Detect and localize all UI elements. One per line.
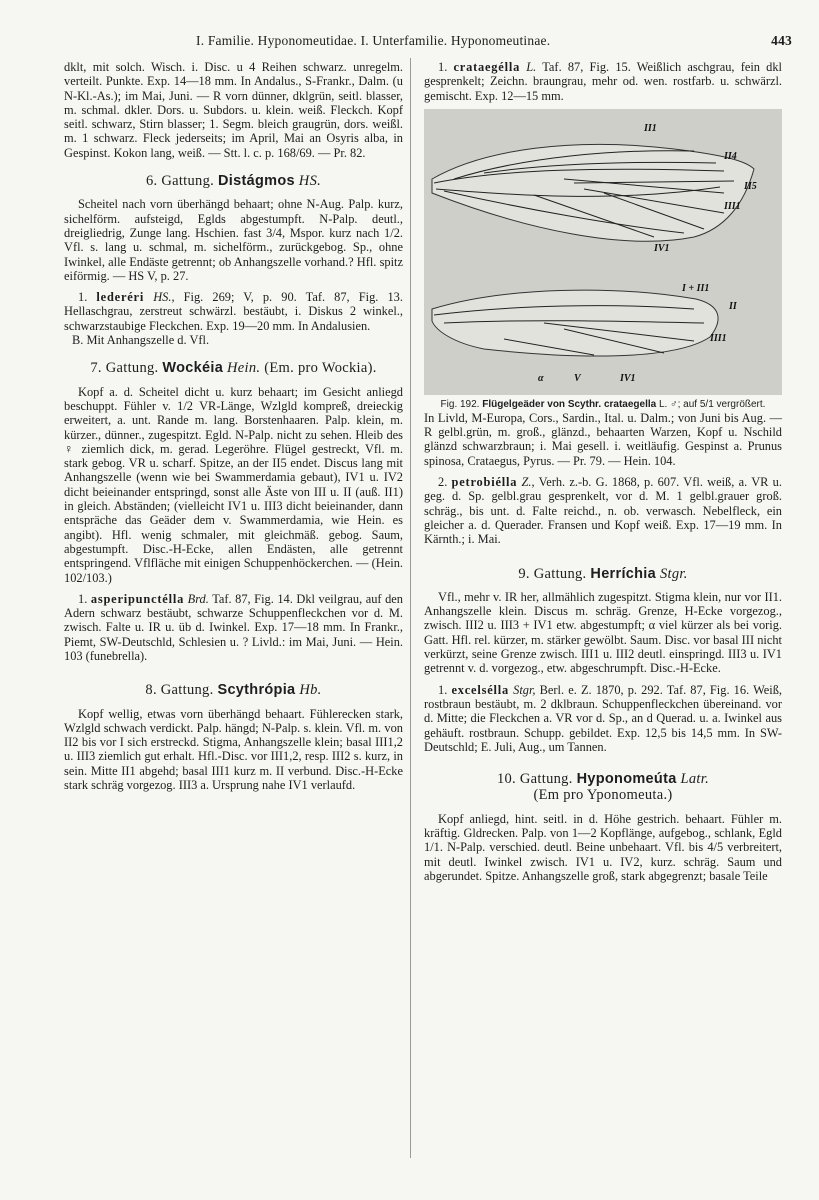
- genus-heading-10-sub: (Em pro Yponomeuta.): [533, 787, 673, 804]
- species-entry: 1. asperipunctélla Brd. Taf. 87, Fig. 14. Dkl veilgrau, auf den Adern schwarz bestäubt, schwarze Schuppenfleckchen vor d. M. zwisch. Falte u. IR u. üb d. Iwinkel. Exp. 17—18 mm. In Frankr., Piemt, SW-Deutschld, Schlesien u. ? Livld.: im Mai, Juni. — Hein. 103 (funebrella).: [64, 591, 403, 663]
- species-name: lederéri: [96, 290, 145, 305]
- genus-description: Kopf anliegd, hint. seitl. in d. Höhe gestrich. behaart. Fühler m. kräftig. Gldrecken. Palp. von 1—2 Kopflänge, aufgebog., schlank, Egld 1/1. N-Palp. verschied. deutl. Beine unbehaart. Vfl. bis 4/5 verbreitert, mit deutl. Iwinkel zwisch. IV1 u. IV2, kurz. schräg. Saum und abgerundet. Spitze. Anhangszelle groß, stark abgegrenzt; basale Teile: [424, 811, 782, 883]
- vein-label: II1: [644, 122, 657, 134]
- vein-label: II5: [744, 180, 757, 192]
- genus-heading-10: 10. Gattung. Hyponomeúta Latr.: [496, 771, 710, 788]
- hindwing: [432, 290, 718, 356]
- genus-description: Kopf wellig, etwas vorn überhängd behaart. Fühlerecken stark, Wzlgld schwach verdickt. Palp. hängd; N-Palp. s. klein. Vfl. m. von II2 bis vor I sich erstreckd. Stigma, Anhangszelle klein; basal III1,2 u. III3 ziemlich gut erhalt. Hfl.-Disc. vor III1,2, resp. III2 s. kurz, in sein. Mitte II1 abgehd; basal III1 kurz m. II verbund. Disc.-H-Ecke stark schräg vorgezog. III3 a. Ursprung nahe IV1 verlaufd.: [64, 706, 403, 793]
- vein-label: I + II1: [682, 282, 710, 294]
- running-head: [196, 33, 792, 49]
- wing-venation-diagram: [424, 109, 782, 395]
- species-entry: 1. crataegélla L. Taf. 87, Fig. 15. Weißlich aschgrau, fein dkl gesprenkelt; Zeichn. braungrau, mehr od. wen. rostfarb. u. schwärzl. gemischt. Exp. 12—15 mm.: [424, 60, 782, 103]
- column-divider: [410, 58, 411, 1158]
- right-column: [424, 60, 782, 883]
- vein-label: III1: [710, 332, 727, 344]
- paragraph: In Livld, M-Europa, Cors., Sardin., Ital. u. Dalm.; von Juni bis Aug. — R gelbl.grün, m. groß., glänzd., behaarten Warzen, Kopf u. Nschild glänzd schwarzbraun; i. Mai gesell. i. weitläufig. Gespinst a. Prunus spinosa, Crataegus, Pyrus. — Pr. 79. — Hein. 104.: [424, 410, 782, 468]
- vein-label: IV1: [654, 242, 670, 254]
- genus-heading-8: 8. Gattung. Scythrópia Hb.: [145, 682, 322, 699]
- vein-label: V: [574, 372, 581, 384]
- genus-description: Vfl., mehr v. IR her, allmählich zugespitzt. Stigma klein, nur vor II1. Anhangszelle klein. Discus m. schräg. Grenze, H-Ecke vorgezog., zwisch. III2 u. III3 + IV1 etw. abgestumpft; α viel kürzer als bei vorig. Gatt. Hfl. rel. kürzer, m. stärker gewölbt. Saum. Disc. vor basal III nicht verkürzt, seine Grenze zwisch. III1 u. III2 deutl. einspringd. III3 u. IV1 getrennt v. d. vorgezog., etw. abgeschrumpft. Disc.-H-Ecke.: [424, 589, 782, 676]
- vein-label: IV1: [620, 372, 636, 384]
- vein-label: III1: [724, 200, 741, 212]
- wing-venation-figure: [424, 109, 782, 395]
- species-entry: 2. petrobiélla Z., Verh. z.-b. G. 1868, p. 607. Vfl. weiß, a. VR u. geg. d. Sp. gelbl.grau gesprenkelt, vor d. M. 1 gelbl.grauer groß. schräg., bis unt. d. Falte reichd., n. ob. verwasch. Nebelfleck, ein gleicher a. d. Querader. Fransen und Kopf weiß. Exp. 17—19 mm. In Kärnth.; i. Mai.: [424, 475, 782, 547]
- species-entry: 1. lederéri HS., Fig. 269; V, p. 90. Taf. 87, Fig. 13. Hellaschgrau, zerstreut schwärzl. bestäubt, i. Diskus 2 winkel., schwarzstaubige Fleckchen. Exp. 19—20 mm. In Andalusien.: [64, 290, 403, 333]
- paragraph: dklt, mit solch. Wisch. i. Disc. u 4 Reihen schwarz. unregelm. verteilt. Punkte. Exp. 14—18 mm. In Andalus., S-Frankr., Dalm. (u N-Kl.-As.); im Mai, Juni. — R vorn dünner, dklgrün, seitl. blasser, m. schmal. dkler. Dors. u. Subdors. u. klein. weiß. Fleckch. Kopf seitl. schwarz, Stirn blasser; 1. Segm. bleich graugrün, dors. weißl. m. 1 schwarz. Fleck jederseits; im April, Mai an Osyris alba, in Gespinst. Kokon lang, weiß. — Stt. l. c. p. 168/69. — Pr. 82.: [64, 60, 403, 160]
- genus-heading-9: 9. Gattung. Herríchia Stgr.: [518, 565, 688, 582]
- left-column: [64, 60, 403, 792]
- species-name: excelsélla: [451, 682, 509, 697]
- running-head-text: I. Familie. Hyponomeutidae. I. Unterfamilie. Hyponomeutinae.: [196, 33, 551, 48]
- species-name: asperipunctélla: [90, 591, 185, 606]
- species-name: petrobiélla: [451, 475, 518, 490]
- genus-heading-7: 7. Gattung. Wockéia Hein. (Em. pro Wockia).: [90, 360, 377, 377]
- page-number: 443: [771, 33, 792, 48]
- species-entry: 1. excelsélla Stgr, Berl. e. Z. 1870, p. 292. Taf. 87, Fig. 16. Weiß, rostbraun bestäubt, m. 2 dklbraun. Schuppenfleckchen übereinand. vor d. Mitte; die Fleckchen a. VR vor d. Sp., an d Querad. u. a. Iwinkel aus gehäuft. rostbraun. Schupp. gebildet. Exp. 12,5 bis 14,5 mm. In SW-Deutschld; E. Juli, Aug., um Tannen.: [424, 682, 783, 754]
- species-name: crataegélla: [453, 60, 521, 74]
- vein-label: α: [538, 372, 544, 384]
- genus-description: Scheitel nach vorn überhängd behaart; ohne N-Aug. Palp. kurz, sichelförm. aufsteigd, Eglds abgestumpft. N-Palp. deutl., dreigliedrig, Zunge lang. Hschien. fast 3/4, Mspor. kurz nach 1/2. Vfl. s. lang u. schmal, m. sichelförm., zurückgebog. Sp., ohne Iwinkel, alle Endäste getrennt; ob Anhangszelle vorhand.? Hfl. spitz eiförmig. — HS V, p. 27.: [64, 197, 403, 283]
- vein-label: II4: [724, 150, 737, 162]
- genus-description: Kopf a. d. Scheitel dicht u. kurz behaart; im Gesicht anliegd beschuppt. Fühler v. 1/2 VR-Länge, Wzlgld kompreß, dreieckig erweitert, a. unt. Rande m. lang. Borstenhaaren. Palp. klein, m. kürzer., dünner., zugespitzt. Egld. N-Palp. nicht zu sehen. Hleib des ♀ ziemlich dick, m. gerad. Legeröhre. Flügel gestreckt, Vfl. m. stark gebog. VR u. scharf. Spitze, an der II5 endet. Discus lang mit Anhangszelle (wenn wie bei Swammerdamia gebaut), IV1 u. IV2 dicht beieinander entspringd, sonst alle Äste von III u. II (auß. II1) in gleich. Abständen; (vielleicht IV1 u. III3 dicht beieinander, dann entspräche das Geäder dem v. Swammerdamia, wie Hein. es angibt). Hfl. wenig schmaler, mit gleichmäß. gebog. Saum, abgestumpft. Disc.-H-Ecke, allen Endästen, alle getrennt entspringend. Vflfläche mit einigen Schuppenhöckerchen. — (Hein. 102/103.): [64, 384, 403, 585]
- figure-caption: Fig. 192. Flügelgeäder von Scythr. crataegella L. ♂; auf 5/1 vergrößert.: [440, 398, 766, 410]
- subsection-heading: B. Mit Anhangszelle d. Vfl.: [72, 333, 210, 348]
- vein-label: II: [729, 300, 737, 312]
- genus-heading-6: 6. Gattung. Distágmos HS.: [145, 173, 322, 190]
